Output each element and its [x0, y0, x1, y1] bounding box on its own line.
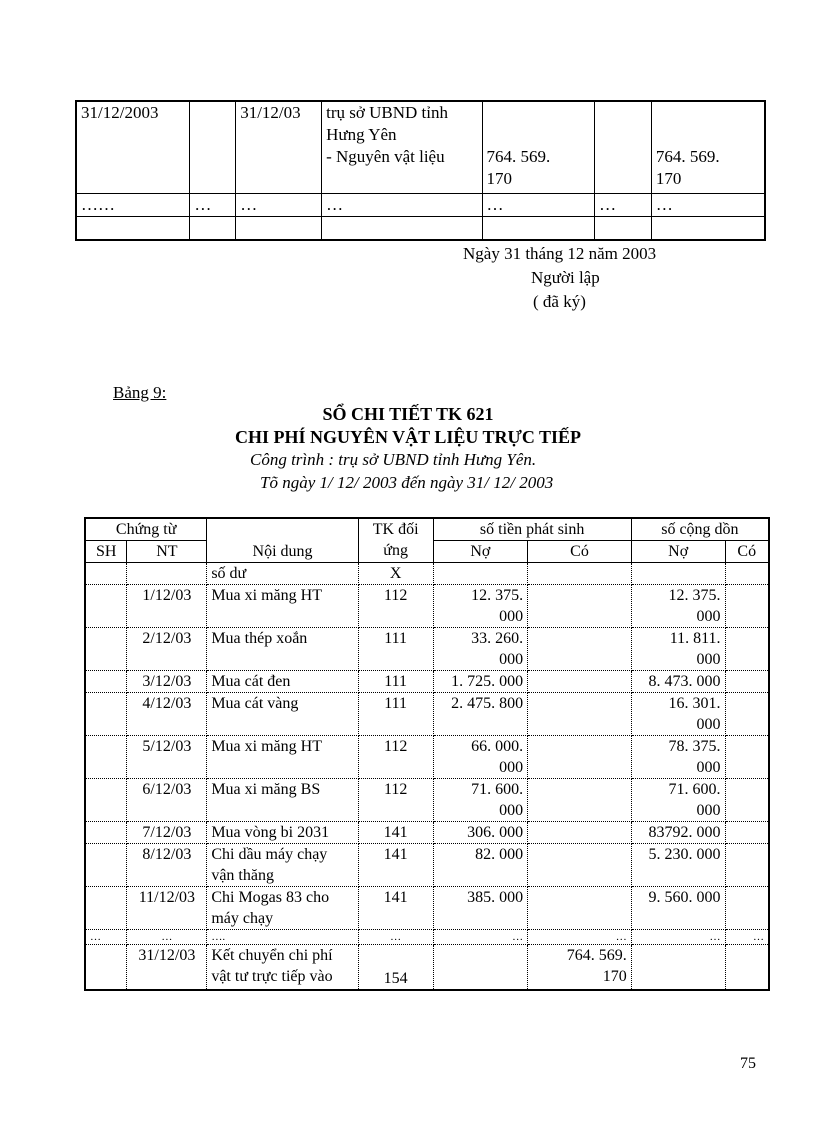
- cell-no: 2. 475. 800: [433, 693, 528, 736]
- description-line: - Nguyên vật liệu: [326, 147, 445, 166]
- cell-co: [528, 585, 632, 628]
- table-row: [85, 693, 769, 736]
- cell-nd: Chi Mogas 83 cho máy chạy: [207, 887, 358, 930]
- cell-no: 66. 000. 000: [433, 736, 528, 779]
- cell-nd: Mua xi măng HT: [207, 585, 358, 628]
- header-so-cong-don: số cộng dồn: [631, 518, 769, 541]
- cell-nt: [127, 563, 207, 585]
- cell-tk: X: [358, 563, 433, 585]
- cell-sh: [85, 945, 127, 991]
- signature-date: Ngày 31 tháng 12 năm 2003: [463, 244, 657, 263]
- header-sh: SH: [85, 541, 127, 563]
- ellipsis-cell: …: [595, 193, 652, 216]
- cell-sh: [85, 671, 127, 693]
- table-row: [76, 193, 765, 216]
- ellipsis-cell: …: [482, 193, 595, 216]
- cell-tk: 112: [358, 585, 433, 628]
- cell-no2: 16. 301. 000: [631, 693, 725, 736]
- cell-nt: 6/12/03: [127, 779, 207, 822]
- cell-nd: Mua cát vàng: [207, 693, 358, 736]
- cell-no2: [631, 945, 725, 991]
- cell-co: 764. 569. 170: [528, 945, 632, 991]
- cell-nd: Mua xi măng BS: [207, 779, 358, 822]
- cell-no: 306. 000: [433, 822, 528, 844]
- cell-co2: [725, 945, 769, 991]
- cell-nt: 7/12/03: [127, 822, 207, 844]
- ledger-table-tk621: [84, 517, 770, 991]
- cell-nt: 8/12/03: [127, 844, 207, 887]
- cell-nt: 1/12/03: [127, 585, 207, 628]
- cell-tk: 111: [358, 693, 433, 736]
- cell-tk: 112: [358, 736, 433, 779]
- ellipsis-cell: …: [190, 193, 236, 216]
- cell-no2: [631, 563, 725, 585]
- cell-no2: 11. 811. 000: [631, 628, 725, 671]
- ellipsis-cell: ……: [76, 193, 190, 216]
- cell-co2: [725, 585, 769, 628]
- period-range: Tõ ngày 1/ 12/ 2003 đến ngày 31/ 12/ 2003: [260, 473, 554, 492]
- header-row: [85, 518, 769, 541]
- amount-cell: 764. 569. 170: [482, 101, 595, 193]
- cell-sh: [85, 585, 127, 628]
- cell-no: [433, 563, 528, 585]
- empty-cell: [595, 101, 652, 193]
- cell-nt: 11/12/03: [127, 887, 207, 930]
- description-line: Hưng Yên: [326, 125, 397, 144]
- description-cell: [322, 101, 482, 193]
- cell-no2: 71. 600. 000: [631, 779, 725, 822]
- project-name: Công trình : trụ sở UBND tỉnh Hưng Yên.: [250, 450, 537, 469]
- ellipsis-cell: …: [236, 193, 322, 216]
- cell-co2: [725, 563, 769, 585]
- cell-co: [528, 736, 632, 779]
- cell-co: [528, 628, 632, 671]
- table-row: [76, 216, 765, 240]
- cell-no: 33. 260. 000: [433, 628, 528, 671]
- cell-nt: 3/12/03: [127, 671, 207, 693]
- date-cell: 31/12/2003: [76, 101, 190, 193]
- cell-sh: [85, 693, 127, 736]
- page-title: SỔ CHI TIẾT TK 621: [322, 404, 494, 424]
- cell-nt: 2/12/03: [127, 628, 207, 671]
- cell-co: [528, 779, 632, 822]
- signature-status: ( đã ký): [533, 292, 586, 311]
- cell-no2: 12. 375. 000: [631, 585, 725, 628]
- cell-sh: [85, 628, 127, 671]
- empty-cell: [190, 101, 236, 193]
- cell-nd: Chi dầu máy chạy vận thăng: [207, 844, 358, 887]
- table-row: [85, 563, 769, 585]
- header-noi-dung: Nội dung: [207, 518, 358, 563]
- cell-no: 82. 000: [433, 844, 528, 887]
- cell-nd: Mua thép xoắn: [207, 628, 358, 671]
- cell-tk: …: [358, 930, 433, 945]
- cell-co: [528, 693, 632, 736]
- cell-no2: 83792. 000: [631, 822, 725, 844]
- empty-cell: [482, 216, 595, 240]
- top-ledger-table: [75, 100, 766, 241]
- table-row: [85, 844, 769, 887]
- empty-cell: [322, 216, 482, 240]
- cell-co2: [725, 779, 769, 822]
- cell-tk: 141: [358, 844, 433, 887]
- header-co: Có: [528, 541, 632, 563]
- cell-no: 1. 725. 000: [433, 671, 528, 693]
- cell-sh: [85, 779, 127, 822]
- header-so-tien-phat-sinh: số tiền phát sinh: [433, 518, 631, 541]
- cell-nt: 5/12/03: [127, 736, 207, 779]
- header-tk-doi-ung: TK đối ứng: [358, 518, 433, 563]
- cell-no: [433, 945, 528, 991]
- header-co-cumulative: Có: [725, 541, 769, 563]
- signature-role: Người lập: [531, 268, 600, 287]
- header-nt: NT: [127, 541, 207, 563]
- cell-sh: [85, 887, 127, 930]
- cell-nd: Mua cát đen: [207, 671, 358, 693]
- cell-no: 385. 000: [433, 887, 528, 930]
- empty-cell: [76, 216, 190, 240]
- cell-no2: 8. 473. 000: [631, 671, 725, 693]
- cell-sh: …: [85, 930, 127, 945]
- empty-cell: [595, 216, 652, 240]
- cell-nd: số dư: [207, 563, 358, 585]
- cell-nd: Mua xi măng HT: [207, 736, 358, 779]
- cell-sh: [85, 563, 127, 585]
- cell-no2: 9. 560. 000: [631, 887, 725, 930]
- cell-sh: [85, 822, 127, 844]
- cell-tk: 154: [358, 945, 433, 991]
- cell-co: [528, 844, 632, 887]
- empty-cell: [651, 216, 765, 240]
- table-row: [85, 822, 769, 844]
- table-row: [85, 779, 769, 822]
- cell-no2: …: [631, 930, 725, 945]
- cell-no2: 5. 230. 000: [631, 844, 725, 887]
- table-row: [85, 945, 769, 991]
- table-row: [76, 101, 765, 193]
- header-no-cumulative: Nợ: [631, 541, 725, 563]
- cell-no: …: [433, 930, 528, 945]
- table-row: [85, 887, 769, 930]
- cell-co2: [725, 628, 769, 671]
- cell-nd: Kết chuyển chi phí vật tư trực tiếp vào: [207, 945, 358, 991]
- header-chung-tu: Chứng từ: [85, 518, 207, 541]
- cell-co: [528, 563, 632, 585]
- cell-nt: 4/12/03: [127, 693, 207, 736]
- cell-co2: [725, 887, 769, 930]
- cell-sh: [85, 736, 127, 779]
- page-subtitle: CHI PHÍ NGUYÊN VẬT LIỆU TRỰC TIẾP: [234, 427, 582, 447]
- ellipsis-cell: …: [651, 193, 765, 216]
- date-cell: 31/12/03: [236, 101, 322, 193]
- empty-cell: [190, 216, 236, 240]
- table-row: [85, 930, 769, 945]
- cell-co: [528, 887, 632, 930]
- header-no: Nợ: [433, 541, 528, 563]
- cell-sh: [85, 844, 127, 887]
- cell-nd: ….: [207, 930, 358, 945]
- table-row: [85, 585, 769, 628]
- cell-co: [528, 671, 632, 693]
- cell-co2: [725, 693, 769, 736]
- cell-co2: [725, 736, 769, 779]
- cell-tk: 111: [358, 628, 433, 671]
- table-label: Bảng 9:: [113, 383, 167, 402]
- cell-tk: 141: [358, 887, 433, 930]
- amount-cell: 764. 569. 170: [651, 101, 765, 193]
- cell-nd: Mua vòng bi 2031: [207, 822, 358, 844]
- cell-tk: 141: [358, 822, 433, 844]
- cell-co2: [725, 822, 769, 844]
- empty-cell: [236, 216, 322, 240]
- cell-co: …: [528, 930, 632, 945]
- description-line: trụ sở UBND tỉnh: [326, 103, 448, 122]
- cell-co2: …: [725, 930, 769, 945]
- cell-co2: [725, 671, 769, 693]
- cell-tk: 111: [358, 671, 433, 693]
- cell-no2: 78. 375. 000: [631, 736, 725, 779]
- cell-co: [528, 822, 632, 844]
- cell-no: 71. 600. 000: [433, 779, 528, 822]
- ellipsis-cell: …: [322, 193, 482, 216]
- cell-nt: 31/12/03: [127, 945, 207, 991]
- cell-nt: …: [127, 930, 207, 945]
- cell-tk: 112: [358, 779, 433, 822]
- table-row: [85, 736, 769, 779]
- page-number: 75: [740, 1055, 756, 1072]
- cell-no: 12. 375. 000: [433, 585, 528, 628]
- table-row: [85, 671, 769, 693]
- table-row: [85, 628, 769, 671]
- cell-co2: [725, 844, 769, 887]
